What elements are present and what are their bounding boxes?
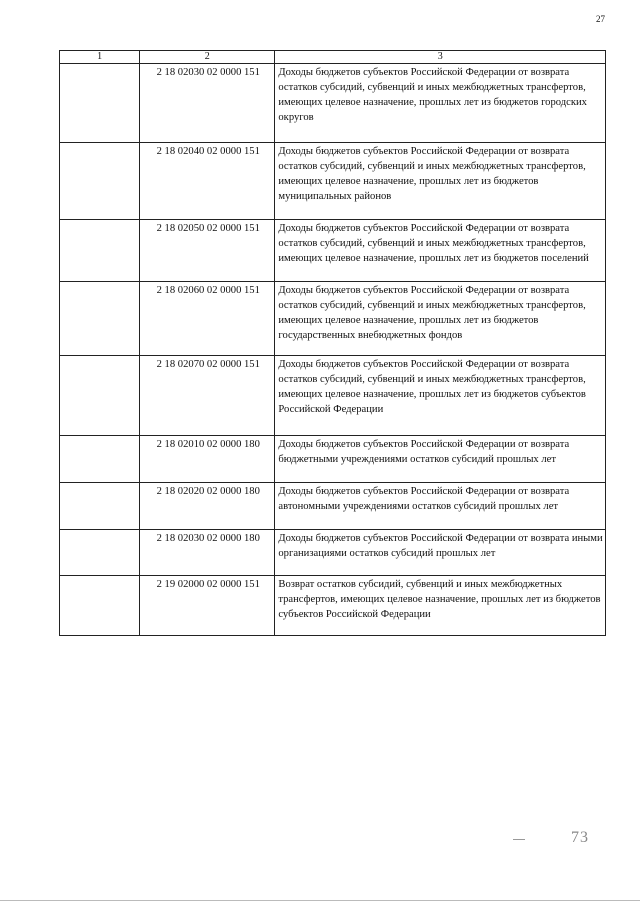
budget-code-cell: 2 18 02060 02 0000 151: [140, 282, 275, 356]
table-row: [60, 530, 606, 576]
description-cell: Доходы бюджетов субъектов Российской Федерации от возврата остатков субсидий, субвенций и иных межбюджетных трансфертов, имеющих целевое назначение, прошлых лет из бюджетов субъектов Российской Федерации: [275, 356, 606, 436]
budget-code-cell: 2 18 02010 02 0000 180: [140, 436, 275, 483]
column-header-2: 2: [140, 51, 275, 64]
budget-classification-table: [59, 50, 606, 636]
description-cell: Доходы бюджетов субъектов Российской Федерации от возврата остатков субсидий, субвенций и иных межбюджетных трансфертов, имеющих целевое назначение, прошлых лет из бюджетов поселений: [275, 220, 606, 282]
row-number-cell: [60, 143, 140, 220]
description-cell: Доходы бюджетов субъектов Российской Федерации от возврата остатков субсидий, субвенций и иных межбюджетных трансфертов, имеющих целевое назначение, прошлых лет из бюджетов городских округов: [275, 64, 606, 143]
table-row: [60, 143, 606, 220]
budget-code-cell: 2 18 02040 02 0000 151: [140, 143, 275, 220]
row-number-cell: [60, 483, 140, 530]
page-stamp-number: 73: [571, 829, 589, 846]
row-number-cell: [60, 220, 140, 282]
footer-marks: [513, 829, 589, 847]
table-row: [60, 576, 606, 636]
description-cell: Доходы бюджетов субъектов Российской Федерации от возврата остатков субсидий, субвенций и иных межбюджетных трансфертов, имеющих целевое назначение, прошлых лет из бюджетов государственных внебюджетных фондов: [275, 282, 606, 356]
budget-code-cell: 2 18 02030 02 0000 151: [140, 64, 275, 143]
row-number-cell: [60, 282, 140, 356]
description-cell: Возврат остатков субсидий, субвенций и иных межбюджетных трансфертов, имеющих целевое назначение, прошлых лет из бюджетов субъектов Российской Федерации: [275, 576, 606, 636]
description-cell: Доходы бюджетов субъектов Российской Федерации от возврата иными организациями остатков субсидий прошлых лет: [275, 530, 606, 576]
budget-code-cell: 2 19 02000 02 0000 151: [140, 576, 275, 636]
page-bottom-edge: [0, 900, 640, 901]
budget-code-cell: 2 18 02020 02 0000 180: [140, 483, 275, 530]
table-row: [60, 436, 606, 483]
row-number-cell: [60, 356, 140, 436]
page-number: 27: [596, 14, 605, 24]
row-number-cell: [60, 64, 140, 143]
row-number-cell: [60, 576, 140, 636]
table-header-row: [60, 51, 606, 64]
description-cell: Доходы бюджетов субъектов Российской Федерации от возврата автономными учреждениями остатков субсидий прошлых лет: [275, 483, 606, 530]
table-row: [60, 356, 606, 436]
table-row: [60, 220, 606, 282]
footer-dash: [513, 839, 525, 840]
description-cell: Доходы бюджетов субъектов Российской Федерации от возврата бюджетными учреждениями остатков субсидий прошлых лет: [275, 436, 606, 483]
column-header-1: 1: [60, 51, 140, 64]
row-number-cell: [60, 530, 140, 576]
table-row: [60, 282, 606, 356]
budget-code-cell: 2 18 02050 02 0000 151: [140, 220, 275, 282]
table-row: [60, 483, 606, 530]
column-header-3: 3: [275, 51, 606, 64]
description-cell: Доходы бюджетов субъектов Российской Федерации от возврата остатков субсидий, субвенций и иных межбюджетных трансфертов, имеющих целевое назначение, прошлых лет из бюджетов муниципальных районов: [275, 143, 606, 220]
row-number-cell: [60, 436, 140, 483]
budget-code-cell: 2 18 02070 02 0000 151: [140, 356, 275, 436]
table-row: [60, 64, 606, 143]
budget-code-cell: 2 18 02030 02 0000 180: [140, 530, 275, 576]
